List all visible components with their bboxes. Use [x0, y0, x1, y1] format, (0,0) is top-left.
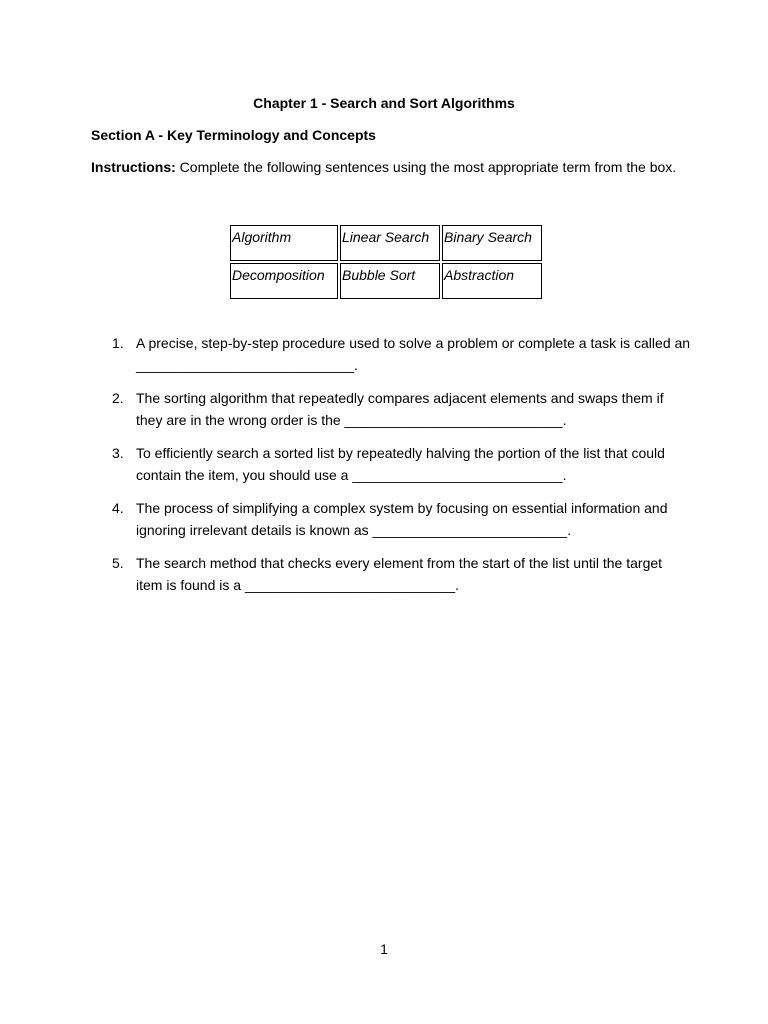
page-title: Chapter 1 - Search and Sort Algorithms: [253, 95, 515, 111]
question-text-line: The sorting algorithm that repeatedly compares adjacent elements and swaps them if: [136, 390, 664, 406]
term-cell: Linear Search: [340, 225, 440, 261]
question-number: 5.: [112, 555, 124, 571]
term-cell: Binary Search: [442, 225, 542, 261]
question-text-line: The search method that checks every element from the start of the list until the target: [136, 555, 663, 571]
term-cell: Abstraction: [442, 263, 542, 299]
term-cell: Decomposition: [230, 263, 338, 299]
term-cell: Algorithm: [230, 225, 338, 261]
term-cell: Bubble Sort: [340, 263, 440, 299]
question-item: [112, 497, 692, 541]
instructions-label: Instructions:: [91, 159, 176, 175]
question-number: 3.: [112, 445, 124, 461]
term-box: [228, 223, 544, 301]
question-text-line: ____________________________.: [136, 357, 358, 373]
question-text-line: A precise, step-by-step procedure used to solve a problem or complete a task is called an: [136, 335, 691, 351]
section-heading: Section A - Key Terminology and Concepts: [91, 127, 376, 143]
question-text-line: they are in the wrong order is the ____________________________.: [136, 412, 567, 428]
question-text-line: item is found is a ___________________________.: [136, 577, 460, 593]
question-text-line: ignoring irrelevant details is known as _________________________.: [136, 522, 572, 538]
question-item: [112, 387, 692, 431]
question-item: [112, 332, 692, 376]
question-item: [112, 552, 692, 596]
question-item: [112, 442, 692, 486]
question-text-line: The process of simplifying a complex system by focusing on essential information and: [136, 500, 668, 516]
question-text-line: contain the item, you should use a ___________________________.: [136, 467, 567, 483]
term-row: [230, 263, 542, 299]
page-number: 1: [380, 941, 388, 957]
instructions: [91, 158, 676, 176]
question-number: 1.: [112, 335, 124, 351]
question-number: 2.: [112, 390, 124, 406]
instructions-text: Complete the following sentences using the most appropriate term from the box.: [175, 159, 677, 175]
question-list: [112, 332, 692, 607]
question-number: 4.: [112, 500, 124, 516]
term-row: [230, 225, 542, 261]
question-text-line: To efficiently search a sorted list by repeatedly halving the portion of the list that could: [136, 445, 665, 461]
